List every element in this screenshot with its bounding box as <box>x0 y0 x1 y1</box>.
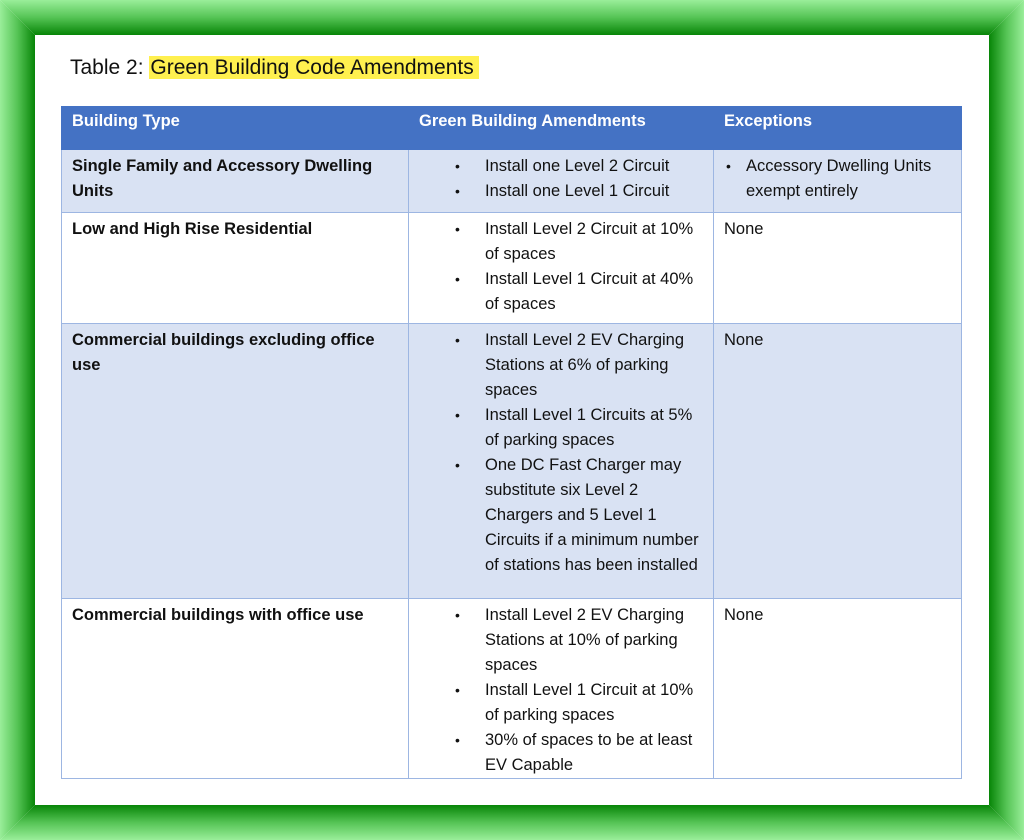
amendment-text: Install Level 2 EV Charging Stations at 6% of parking spaces <box>485 331 685 399</box>
column-header-amendments: Green Building Amendments <box>409 107 714 150</box>
table-header-row <box>62 107 962 150</box>
bullet-icon: • <box>455 158 460 174</box>
bullet-icon: • <box>455 221 460 237</box>
exceptions-cell <box>714 150 962 213</box>
amendment-text: Install Level 1 Circuits at 5% of parking spaces <box>485 406 693 449</box>
amendments-cell <box>409 213 714 324</box>
frame-border-bottom <box>0 805 1024 840</box>
building-type-cell: Single Family and Accessory Dwelling Units <box>62 150 409 213</box>
amendment-item <box>419 728 703 778</box>
caption-title-highlighted: Green Building Code Amendments <box>149 56 478 79</box>
amendment-item <box>419 403 703 453</box>
amendment-item <box>419 453 703 578</box>
frame-border-right <box>989 0 1024 840</box>
exceptions-cell: None <box>714 599 962 779</box>
bullet-icon: • <box>455 332 460 348</box>
table-row <box>62 150 962 213</box>
amendments-cell <box>409 324 714 599</box>
bullet-icon: • <box>455 407 460 423</box>
frame-border-top <box>0 0 1024 35</box>
bullet-icon: • <box>455 457 460 473</box>
bullet-icon: • <box>726 158 731 174</box>
building-type-cell: Commercial buildings excluding office use <box>62 324 409 599</box>
bullet-icon: • <box>455 732 460 748</box>
bullet-icon: • <box>455 183 460 199</box>
amendment-text: Install Level 1 Circuit at 10% of parking spaces <box>485 681 694 724</box>
bullet-icon: • <box>455 682 460 698</box>
amendment-item <box>419 179 703 204</box>
frame-border-left <box>0 0 35 840</box>
table-caption <box>70 54 479 82</box>
amendment-text: Install one Level 2 Circuit <box>485 157 670 175</box>
amendments-cell <box>409 599 714 779</box>
column-header-exceptions: Exceptions <box>714 107 962 150</box>
exceptions-cell: None <box>714 324 962 599</box>
amendment-item <box>419 328 703 403</box>
amendment-item <box>419 603 703 678</box>
amendment-item <box>419 154 703 179</box>
exceptions-cell: None <box>714 213 962 324</box>
document-page <box>35 35 989 805</box>
amendment-text: Install Level 2 Circuit at 10% of spaces <box>485 220 694 263</box>
amendment-item <box>419 678 703 728</box>
amendment-item <box>419 217 703 267</box>
building-type-cell: Low and High Rise Residential <box>62 213 409 324</box>
exception-item <box>724 154 951 204</box>
amendment-text: Install one Level 1 Circuit <box>485 182 670 200</box>
amendment-text: Install Level 2 EV Charging Stations at 10% of parking spaces <box>485 606 685 674</box>
exception-text: Accessory Dwelling Units exempt entirely <box>746 157 932 200</box>
column-header-building-type: Building Type <box>62 107 409 150</box>
bullet-icon: • <box>455 271 460 287</box>
table-row <box>62 599 962 779</box>
building-type-cell: Commercial buildings with office use <box>62 599 409 779</box>
amendment-text: One DC Fast Charger may substitute six Level 2 Chargers and 5 Level 1 Circuits if a minimum number of stations has been installed <box>485 456 699 574</box>
amendment-text: 30% of spaces to be at least EV Capable <box>485 731 693 774</box>
table-row <box>62 324 962 599</box>
table-row <box>62 213 962 324</box>
amendment-text: Install Level 1 Circuit at 40% of spaces <box>485 270 694 313</box>
amendment-item <box>419 267 703 317</box>
caption-prefix: Table 2: <box>70 56 150 79</box>
bullet-icon: • <box>455 607 460 623</box>
amendments-table <box>61 106 962 779</box>
amendments-cell <box>409 150 714 213</box>
